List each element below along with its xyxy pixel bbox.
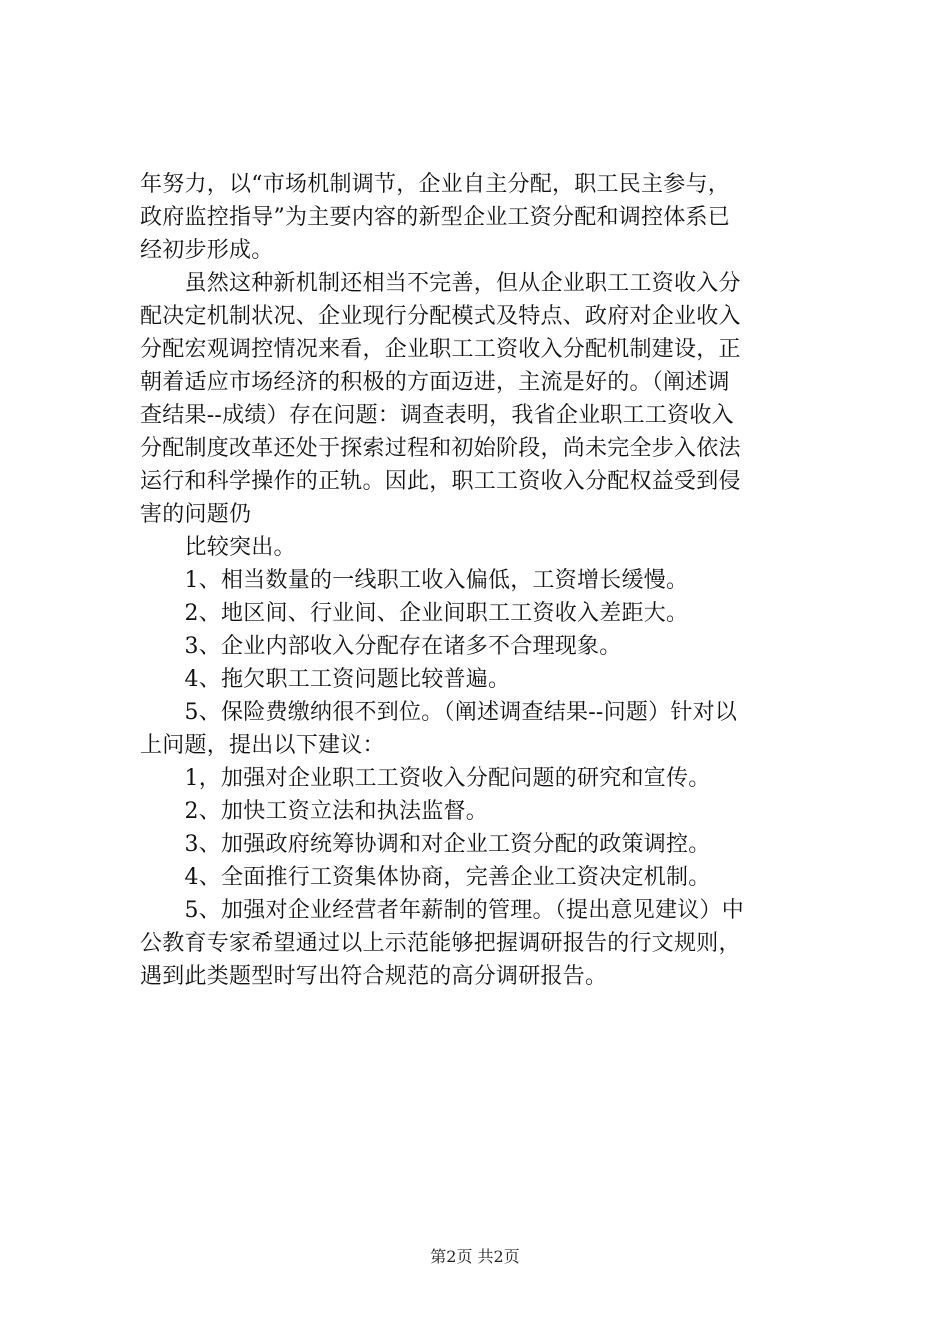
body-line: 运行和科学操作的正轨。因此，职工工资收入分配权益受到侵	[140, 469, 741, 494]
body-line: 政府监控指导”为主要内容的新型企业工资分配和调控体系已	[140, 205, 730, 230]
body-line: 配决定机制状况、企业现行分配模式及特点、政府对企业收入	[140, 304, 741, 329]
list-item: 1、相当数量的一线职工收入偏低，工资增长缓慢。	[140, 568, 689, 593]
body-line: 比较突出。	[140, 535, 296, 560]
body-line: 上问题，提出以下建议：	[140, 733, 385, 758]
page-number-footer: 第2页 共2页	[430, 1247, 520, 1266]
body-line: 遇到此类题型时写出符合规范的高分调研报告。	[140, 964, 608, 989]
list-item: 4、拖欠职工工资问题比较普遍。	[140, 667, 511, 692]
body-line: 经初步形成。	[140, 238, 274, 263]
body-line: 年努力，以“市场机制调节，企业自主分配，职工民主参与，	[140, 172, 730, 197]
list-item: 4、全面推行工资集体协商，完善企业工资决定机制。	[140, 865, 711, 890]
list-item: 3、企业内部收入分配存在诸多不合理现象。	[140, 634, 622, 659]
list-item: 5、保险费缴纳很不到位。（阐述调查结果--问题）针对以	[140, 700, 738, 725]
document-body	[140, 168, 840, 993]
body-line: 虽然这种新机制还相当不完善，但从企业职工工资收入分	[140, 271, 741, 296]
body-line: 朝着适应市场经济的积极的方面迈进，主流是好的。（阐述调	[140, 370, 730, 395]
list-item: 3、加强政府统筹协调和对企业工资分配的政策调控。	[140, 832, 711, 857]
body-line: 分配宏观调控情况来看，企业职工工资收入分配机制建设，正	[140, 337, 741, 362]
list-item: 2、加快工资立法和执法监督。	[140, 799, 488, 824]
body-line: 害的问题仍	[140, 502, 252, 527]
list-item: 5、加强对企业经营者年薪制的管理。（提出意见建议）中	[140, 898, 744, 923]
body-line: 查结果--成绩）存在问题：调查表明，我省企业职工工资收入	[140, 403, 734, 428]
list-item: 2、地区间、行业间、企业间职工工资收入差距大。	[140, 601, 689, 626]
list-item: 1，加强对企业职工工资收入分配问题的研究和宣传。	[140, 766, 711, 791]
body-line: 公教育专家希望通过以上示范能够把握调研报告的行文规则，	[140, 931, 741, 956]
body-line: 分配制度改革还处于探索过程和初始阶段，尚未完全步入依法	[140, 436, 741, 461]
